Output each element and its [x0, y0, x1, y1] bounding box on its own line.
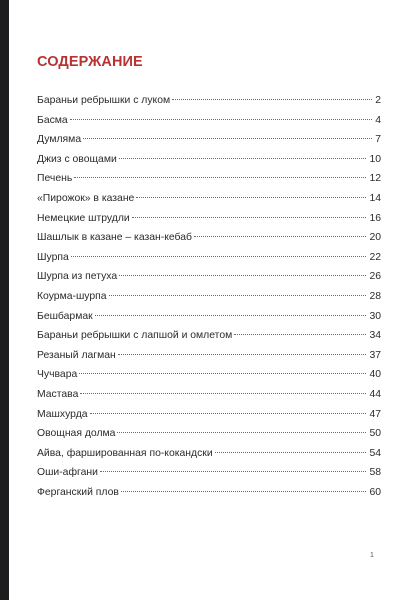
toc-entry-page: 50: [369, 428, 381, 440]
dot-leader: [132, 217, 367, 218]
toc-entry-page: 10: [369, 153, 381, 165]
dot-leader: [234, 334, 366, 335]
toc-entry-title: Думляма: [37, 134, 82, 146]
dot-leader: [90, 413, 367, 414]
toc-entry-page: 37: [369, 349, 381, 361]
dot-leader: [74, 177, 366, 178]
toc-list: [37, 91, 381, 502]
toc-entry: [37, 405, 381, 425]
dot-leader: [71, 256, 367, 257]
page-number: 1: [370, 552, 374, 559]
toc-entry-page: 14: [369, 192, 381, 204]
toc-entry-page: 4: [375, 114, 381, 126]
dot-leader: [70, 119, 373, 120]
toc-entry-title: Немецкие штрудли: [37, 212, 130, 224]
toc-entry-page: 20: [369, 232, 381, 244]
toc-entry: [37, 150, 381, 170]
toc-entry: [37, 424, 381, 444]
toc-entry: [37, 307, 381, 327]
toc-entry-page: 22: [369, 251, 381, 263]
toc-entry: [37, 130, 381, 150]
toc-entry: [37, 444, 381, 464]
toc-entry-title: Коурма-шурпа: [37, 290, 107, 302]
toc-entry-page: 60: [369, 486, 381, 498]
toc-entry: [37, 346, 381, 366]
toc-entry: [37, 287, 381, 307]
toc-entry-title: Шурпа: [37, 251, 69, 263]
book-page: [9, 0, 400, 600]
dot-leader: [215, 452, 367, 453]
page-title: СОДЕРЖАНИЕ: [37, 54, 143, 70]
toc-entry: [37, 189, 381, 209]
toc-entry-page: 26: [369, 271, 381, 283]
dot-leader: [79, 373, 366, 374]
toc-entry: [37, 169, 381, 189]
dot-leader: [117, 432, 366, 433]
toc-entry-page: 16: [369, 212, 381, 224]
toc-entry: [37, 248, 381, 268]
toc-entry-title: Бешбармак: [37, 310, 93, 322]
toc-entry-page: 34: [369, 330, 381, 342]
toc-entry-title: Басма: [37, 114, 68, 126]
toc-entry-title: «Пирожок» в казане: [37, 192, 135, 204]
toc-entry: [37, 111, 381, 131]
toc-entry-title: Бараньи ребрышки с луком: [37, 95, 171, 106]
dot-leader: [118, 354, 367, 355]
toc-entry: [37, 209, 381, 229]
dot-leader: [119, 158, 367, 159]
toc-entry: [37, 91, 381, 111]
toc-entry-page: 40: [369, 369, 381, 381]
toc-entry: [37, 463, 381, 483]
toc-entry: [37, 228, 381, 248]
toc-entry: [37, 385, 381, 405]
toc-entry-page: 2: [375, 95, 381, 106]
toc-entry-title: Шашлык в казане – казан-кебаб: [37, 232, 193, 244]
dot-leader: [121, 491, 367, 492]
toc-entry-title: Айва, фаршированная по-кокандски: [37, 447, 213, 459]
dot-leader: [194, 236, 366, 237]
toc-entry: [37, 326, 381, 346]
toc-entry-title: Резаный лагман: [37, 349, 116, 361]
toc-entry-page: 30: [369, 310, 381, 322]
dot-leader: [109, 295, 367, 296]
toc-entry-page: 54: [369, 447, 381, 459]
toc-entry-title: Овощная долма: [37, 428, 116, 440]
toc-entry-title: Шурпа из петуха: [37, 271, 118, 283]
toc-entry-page: 58: [369, 467, 381, 479]
toc-entry-page: 44: [369, 388, 381, 400]
dot-leader: [172, 99, 372, 100]
dot-leader: [119, 275, 366, 276]
dot-leader: [95, 315, 367, 316]
dot-leader: [83, 138, 372, 139]
dot-leader: [100, 471, 367, 472]
toc-entry-page: 47: [369, 408, 381, 420]
toc-entry-title: Мастава: [37, 388, 79, 400]
toc-entry: [37, 267, 381, 287]
toc-entry-title: Джиз с овощами: [37, 153, 117, 165]
toc-entry-title: Бараньи ребрышки с лапшой и омлетом: [37, 330, 233, 342]
toc-entry-title: Оши-афгани: [37, 467, 98, 479]
toc-entry-title: Чучвара: [37, 369, 78, 381]
toc-entry: [37, 483, 381, 503]
toc-entry: [37, 365, 381, 385]
toc-entry-title: Ферганский плов: [37, 486, 119, 498]
dot-leader: [136, 197, 366, 198]
toc-entry-page: 28: [369, 290, 381, 302]
toc-entry-page: 12: [369, 173, 381, 185]
dot-leader: [80, 393, 366, 394]
toc-entry-page: 7: [375, 134, 381, 146]
book-spine-edge: [0, 0, 9, 600]
toc-entry-title: Машхурда: [37, 408, 88, 420]
toc-entry-title: Печень: [37, 173, 73, 185]
